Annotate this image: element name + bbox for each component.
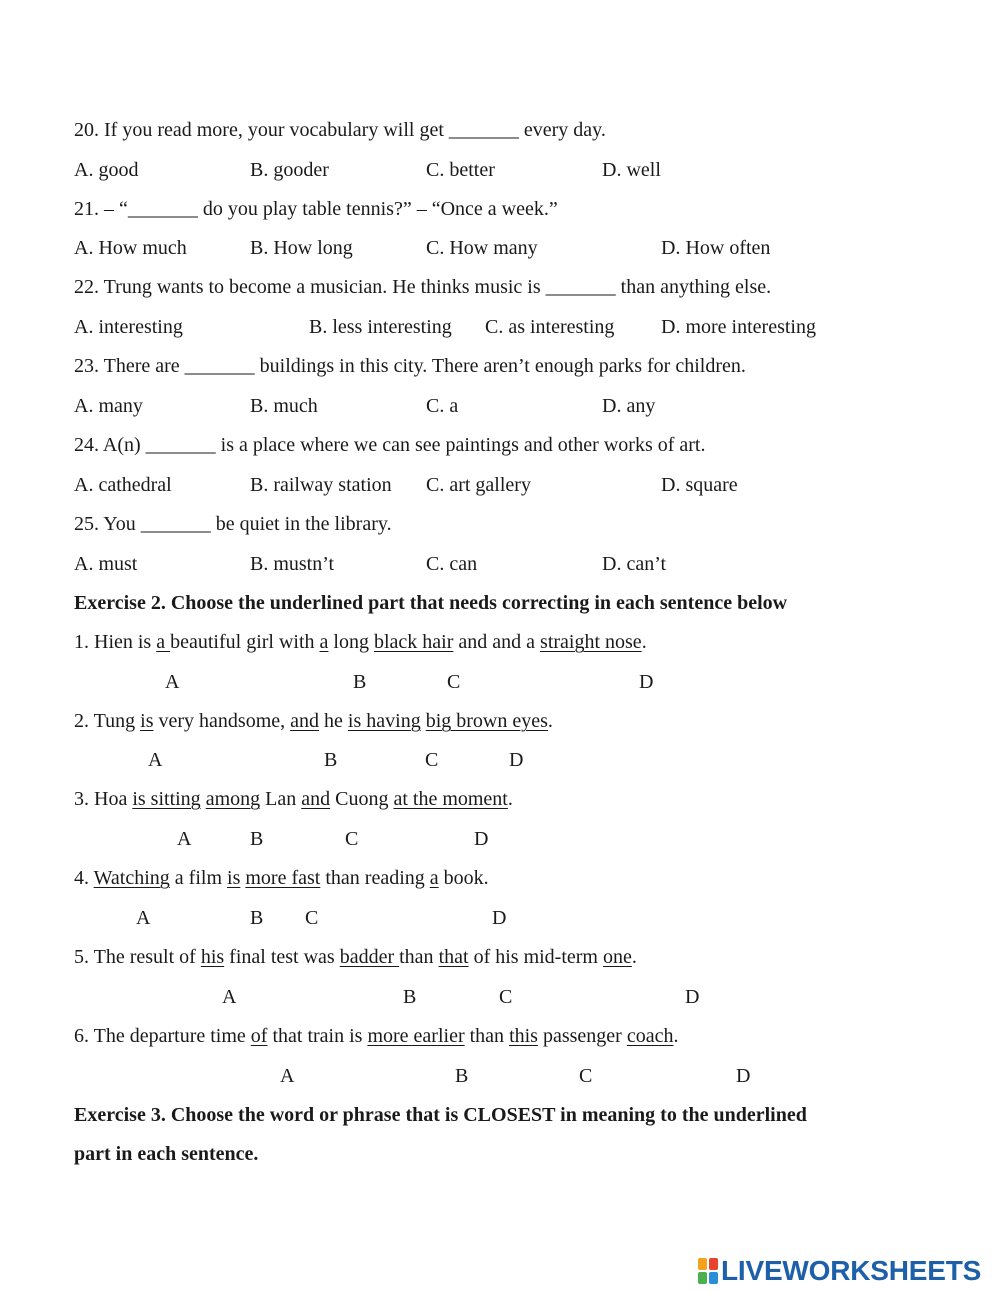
q24-option-a: A. cathedral [74,474,172,496]
logo-block-1 [698,1258,707,1270]
ex2-2-letter-a: A [148,749,163,771]
ex2-2-letter-d: D [509,749,524,771]
ex2-2-letter-b: B [324,749,338,771]
ex2-5-letter-a: A [222,986,237,1008]
ex2-4-letter-b: B [250,907,264,929]
q25-option-a: A. must [74,553,138,575]
ex2-6-letter-a: A [280,1065,295,1087]
q24-option-b: B. railway station [250,474,392,496]
ex2-sentence-1: 1. Hien is a beautiful girl with a long black hair and and a straight nose. [74,631,647,653]
ex2-1-letter-b: B [353,671,367,693]
q25-option-c: C. can [426,553,478,575]
q23-option-b: B. much [250,395,318,417]
ex2-4-letter-a: A [136,907,151,929]
ex2-2-letter-c: C [425,749,439,771]
q21-option-d: D. How often [661,237,771,259]
q23-option-a: A. many [74,395,143,417]
ex2-4-letter-c: C [305,907,319,929]
ex2-sentence-3: 3. Hoa is sitting among Lan and Cuong at the moment. [74,788,513,810]
ex2-1-letter-d: D [639,671,654,693]
question-21-stem: 21. – “_______ do you play table tennis?” – “Once a week.” [74,198,558,220]
question-20-stem: 20. If you read more, your vocabulary will get _______ every day. [74,119,606,141]
q23-option-c: C. a [426,395,459,417]
q20-option-a: A. good [74,159,139,181]
ex2-6-letter-b: B [455,1065,469,1087]
question-23-stem: 23. There are _______ buildings in this city. There aren’t enough parks for children. [74,355,746,377]
logo-block-4 [709,1272,718,1284]
ex2-sentence-2: 2. Tung is very handsome, and he is having big brown eyes. [74,710,553,732]
q21-option-b: B. How long [250,237,353,259]
q22-option-c: C. as interesting [485,316,615,338]
q25-option-d: D. can’t [602,553,667,575]
ex2-5-letter-b: B [403,986,417,1008]
q22-option-a: A. interesting [74,316,183,338]
ex2-4-letter-d: D [492,907,507,929]
liveworksheets-logo[interactable] [698,1255,981,1287]
ex2-1-letter-c: C [447,671,461,693]
q22-option-d: D. more interesting [661,316,816,338]
q21-option-a: A. How much [74,237,187,259]
exercise-2-title: Exercise 2. Choose the underlined part that needs correcting in each sentence below [74,592,788,614]
ex2-6-letter-d: D [736,1065,751,1087]
ex2-6-letter-c: C [579,1065,593,1087]
ex2-sentence-4: 4. Watching a film is more fast than reading a book. [74,867,489,889]
ex2-sentence-6: 6. The departure time of that train is more earlier than this passenger coach. [74,1025,679,1047]
question-22-stem: 22. Trung wants to become a musician. He thinks music is _______ than anything else. [74,276,772,298]
q23-option-d: D. any [602,395,656,417]
ex2-sentence-5: 5. The result of his final test was badder than that of his mid-term one. [74,946,637,968]
q20-option-d: D. well [602,159,661,181]
q24-option-c: C. art gallery [426,474,531,496]
q20-option-b: B. gooder [250,159,329,181]
ex2-3-letter-b: B [250,828,264,850]
exercise-3-title-line-1: Exercise 3. Choose the word or phrase that is CLOSEST in meaning to the underlined [74,1104,807,1126]
q20-option-c: C. better [426,159,495,181]
ex2-3-letter-a: A [177,828,192,850]
logo-block-3 [698,1272,707,1284]
ex2-1-letter-a: A [165,671,180,693]
logo-block-2 [709,1258,718,1270]
q25-option-b: B. mustn’t [250,553,335,575]
ex2-5-letter-c: C [499,986,513,1008]
question-24-stem: 24. A(n) _______ is a place where we can see paintings and other works of art. [74,434,706,456]
logo-blocks-icon [698,1258,718,1284]
q21-option-c: C. How many [426,237,538,259]
q22-option-b: B. less interesting [309,316,452,338]
exercise-3-title-line-2: part in each sentence. [74,1143,259,1165]
ex2-3-letter-d: D [474,828,489,850]
ex2-5-letter-d: D [685,986,700,1008]
question-25-stem: 25. You _______ be quiet in the library. [74,513,392,535]
logo-text: LIVEWORKSHEETS [721,1255,982,1286]
ex2-3-letter-c: C [345,828,359,850]
q24-option-d: D. square [661,474,738,496]
